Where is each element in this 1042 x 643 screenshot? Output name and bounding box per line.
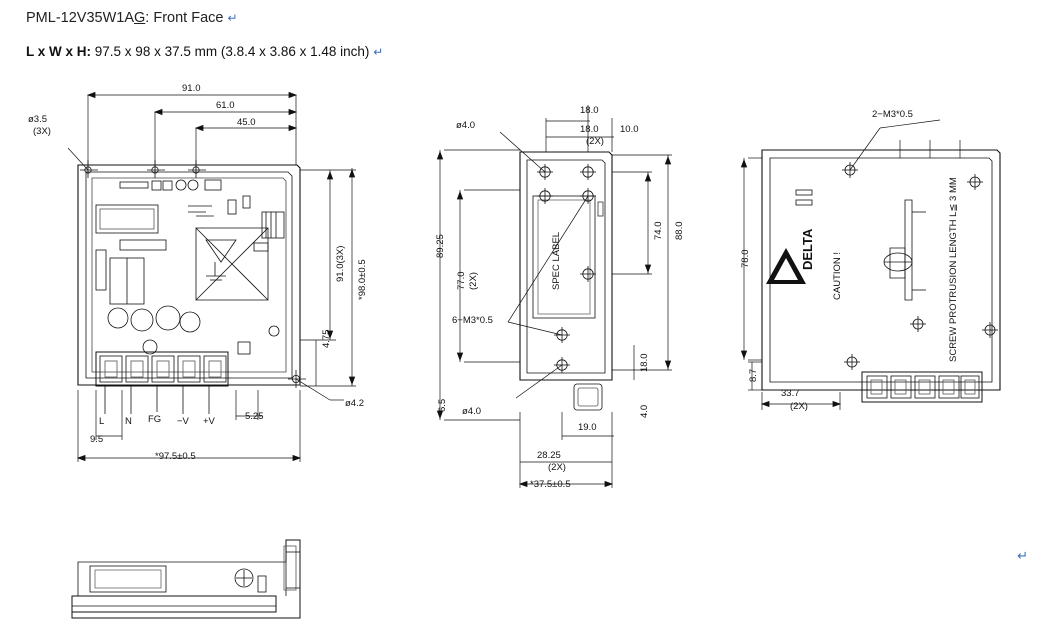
title-prefix: PML-12V35W1A: [26, 10, 134, 26]
side-dim-337: 33.7: [781, 388, 800, 399]
bottom-dim-8925: 89.25: [435, 234, 446, 258]
front-dim-475: 4.75: [321, 329, 332, 348]
side-qty-2x: (2X): [790, 401, 808, 412]
paragraph-mark-icon-2: ↵: [373, 45, 384, 59]
side-dim-78: 78.0: [740, 249, 751, 268]
bottom-screw-note: 6−M3*0.5: [452, 315, 493, 326]
bottom-dim-10: 10.0: [620, 124, 639, 135]
bottom-dim-19: 19.0: [578, 422, 597, 433]
side-caution-note: CAUTION !: [832, 251, 843, 300]
paragraph-mark-icon-3: ↵: [1017, 548, 1028, 563]
bottom-dim-88: 88.0: [674, 221, 685, 240]
bottom-dia-bottom: ø4.0: [462, 406, 482, 417]
side-dim-87: 8.7: [748, 368, 759, 382]
bottom-face-view: [437, 105, 672, 488]
front-hole-diameter: ø3.5: [28, 114, 48, 125]
profile-view: [72, 540, 300, 618]
side-face-view: [741, 120, 1000, 410]
bottom-dim-65: 6.5: [437, 398, 448, 412]
title-underlined: G: [134, 10, 146, 26]
front-face-view: [68, 92, 356, 462]
bottom-dim-40: 4.0: [639, 404, 650, 418]
bottom-dim-18-top: 18.0: [580, 105, 599, 116]
front-dim-width: *97.5±0.5: [155, 451, 196, 462]
brand-label: DELTA: [800, 228, 815, 270]
front-dim-91-3x: 91.0(3X): [335, 245, 346, 282]
dimension-label: L x W x H:: [26, 44, 92, 59]
bottom-qty-2x-left: (2X): [468, 272, 479, 290]
front-dim-98: *98.0±0.5: [357, 259, 368, 300]
bottom-dia-top: ø4.0: [456, 120, 476, 131]
title-suffix: : Front Face: [145, 10, 224, 26]
paragraph-mark-icon: ↵: [227, 11, 238, 25]
dimension-value: 97.5 x 98 x 37.5 mm (3.8.4 x 3.86 x 1.48 inch): [94, 44, 370, 59]
bottom-dim-77: 77.0: [456, 271, 467, 290]
front-dim-95: 9.5: [90, 434, 104, 445]
bottom-dim-2825: 28.25: [537, 450, 561, 461]
terminal-label-plus-v: +V: [203, 416, 215, 427]
terminal-label-l: L: [99, 416, 105, 427]
bottom-qty-2x-top: (2X): [586, 136, 604, 147]
terminal-label-fg: FG: [148, 414, 162, 425]
front-dim-61: 61.0: [216, 100, 235, 111]
bottom-dim-18-second: 18.0: [580, 124, 599, 135]
front-dim-91-top: 91.0: [182, 83, 201, 94]
side-screw-note: 2−M3*0.5: [872, 109, 913, 120]
terminal-label-n: N: [125, 416, 132, 427]
front-corner-diameter: ø4.2: [345, 398, 365, 409]
bottom-qty-2x-bottom: (2X): [548, 462, 566, 473]
bottom-dim-18-right: 18.0: [639, 353, 650, 372]
side-protrusion-note: SCREW PROTRUSION LENGTH L≦ 3 MM: [948, 177, 959, 362]
terminal-label-minus-v: −V: [177, 416, 189, 427]
bottom-dim-74: 74.0: [653, 221, 664, 240]
front-hole-quantity: (3X): [33, 126, 51, 137]
spec-label-text: SPEC LABEL: [551, 231, 562, 290]
bottom-dim-375: *37.5±0.5: [530, 479, 571, 490]
front-dim-525: 5.25: [245, 411, 264, 422]
front-dim-45: 45.0: [237, 117, 256, 128]
